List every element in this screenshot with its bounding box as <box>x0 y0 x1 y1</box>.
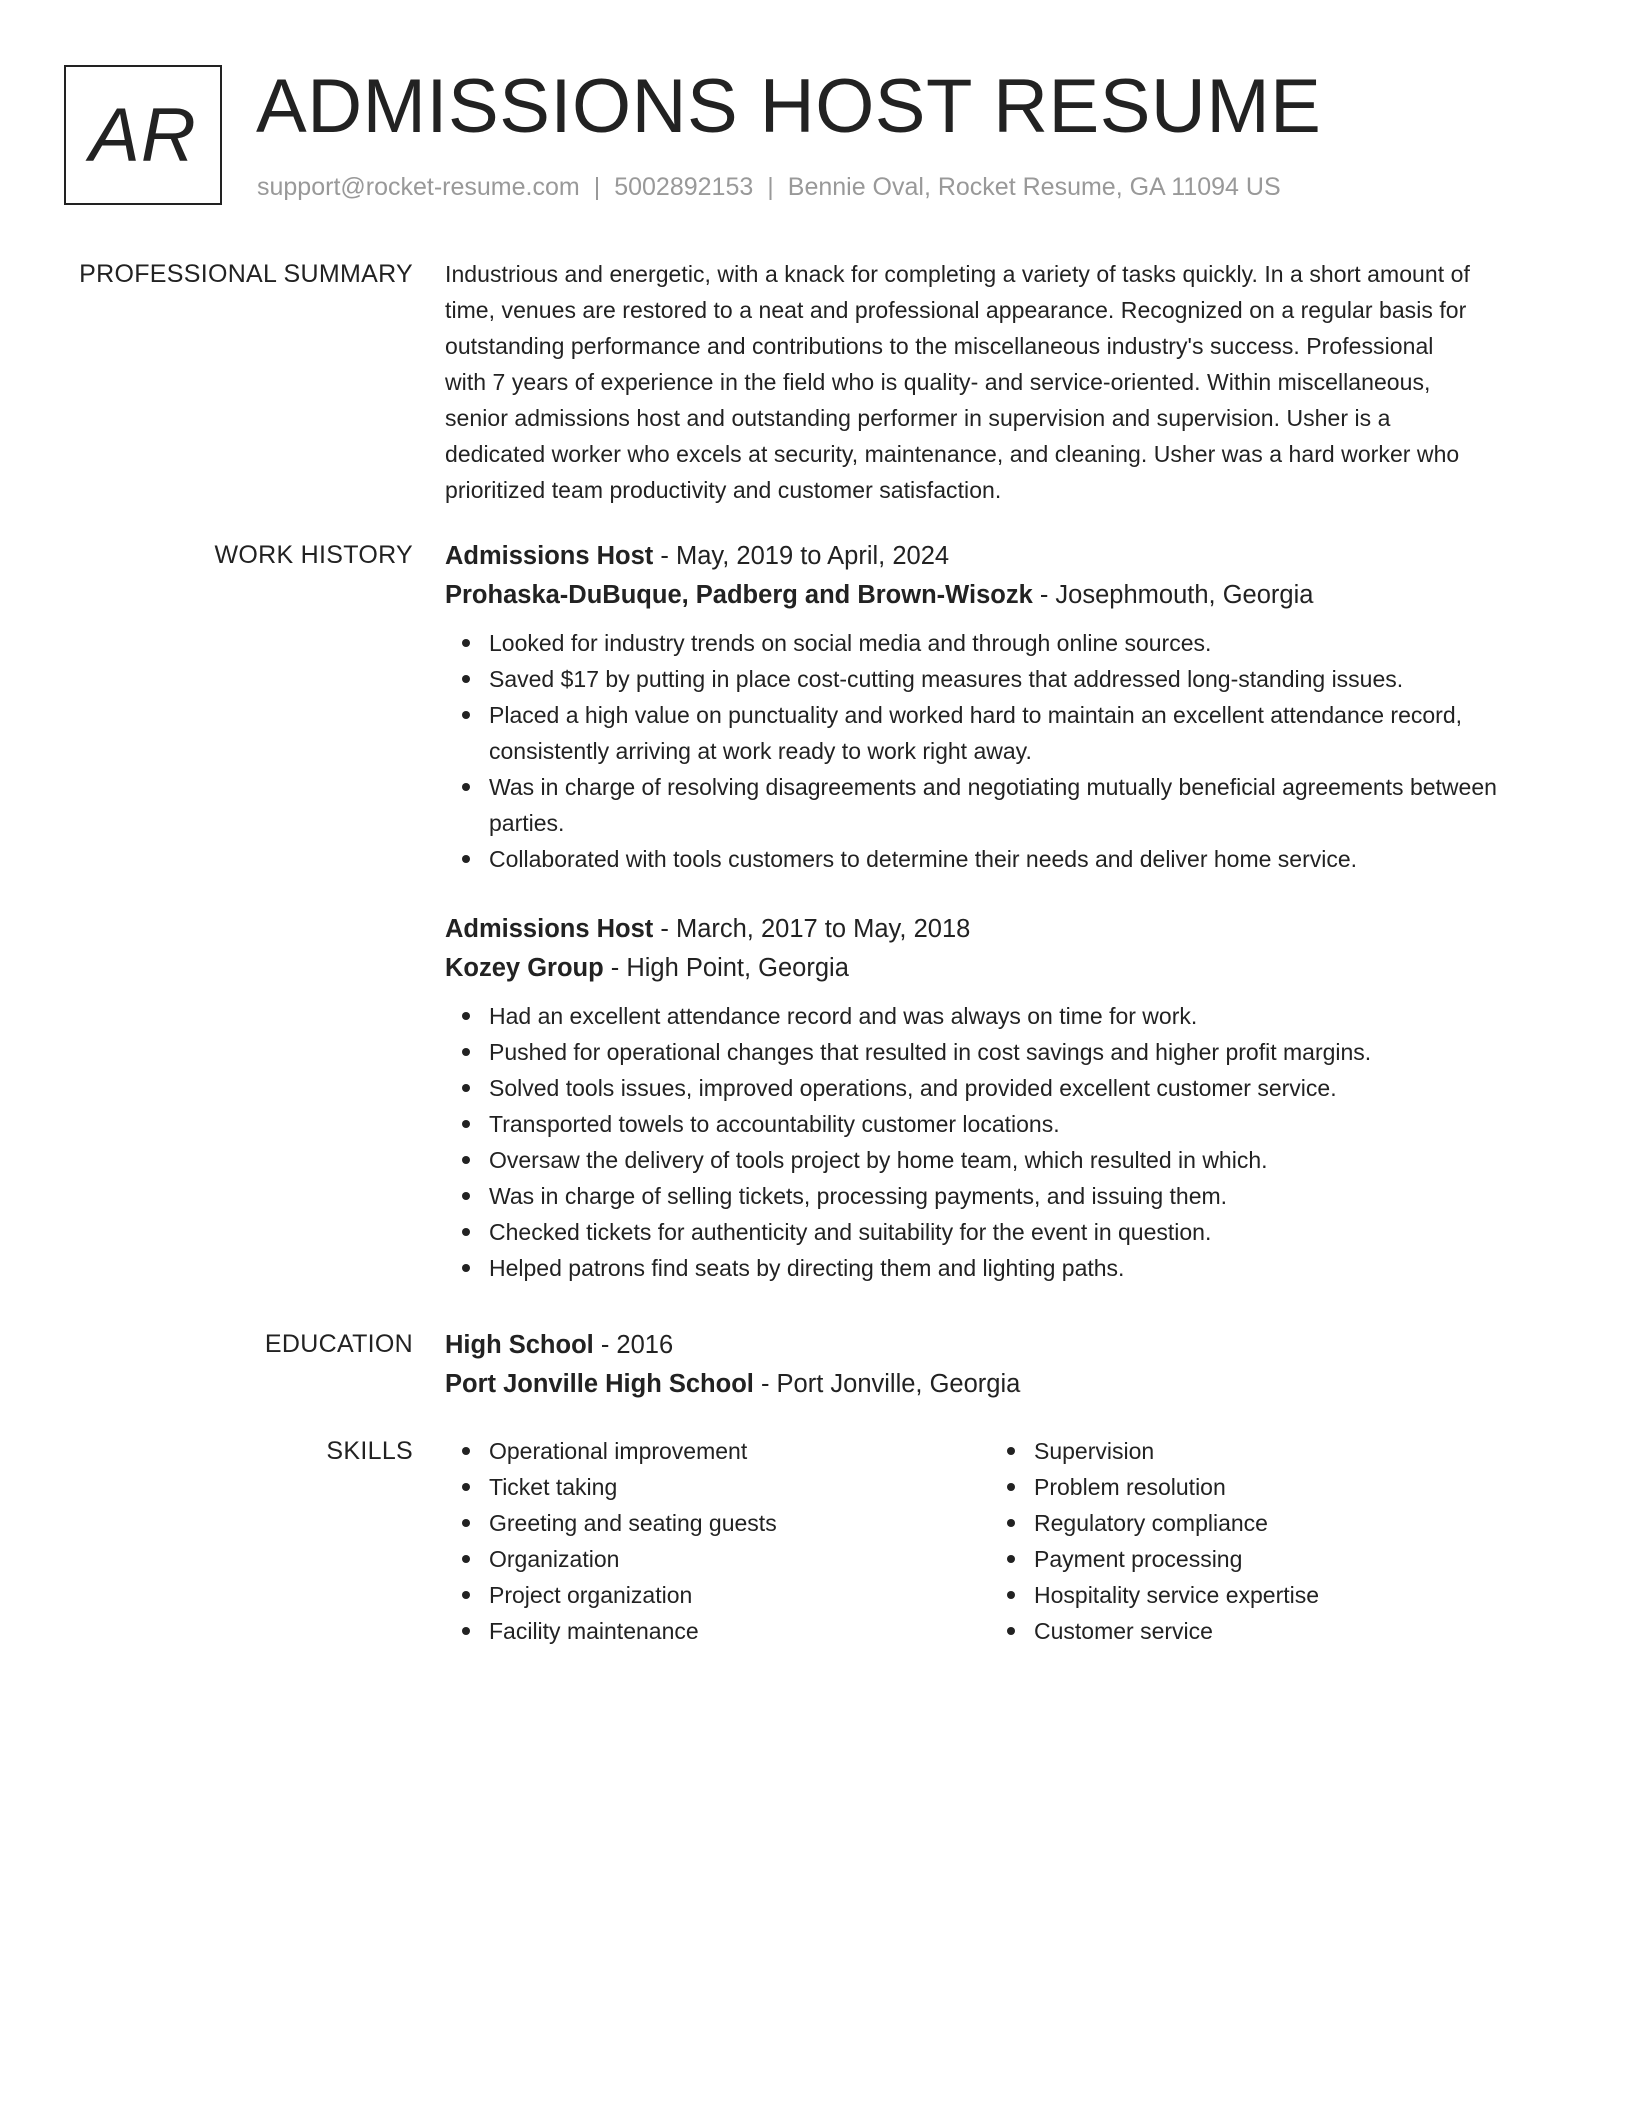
skills-list <box>445 1433 985 1649</box>
job-bullet: Was in charge of resolving disagreements and negotiating mutually beneficial agreements between parties. <box>489 769 1555 841</box>
skills-heading: SKILLS <box>326 1437 413 1465</box>
job-company: Kozey Group <box>445 954 604 982</box>
job-bullet: Looked for industry trends on social media and through online sources. <box>489 625 1555 661</box>
education-school-line <box>445 1365 1555 1404</box>
job-bullet: Placed a high value on punctuality and worked hard to maintain an excellent attendance record, consistently arriving at work ready to work right away. <box>489 697 1555 769</box>
job-title: Admissions Host <box>445 915 654 943</box>
education-school: Port Jonville High School <box>445 1370 754 1398</box>
contact-address: Bennie Oval, Rocket Resume, GA 11094 US <box>787 173 1281 201</box>
skills-column-right <box>990 1433 1530 1649</box>
summary-line: outstanding performance and contributions to the miscellaneous industry's success. Professional <box>445 333 1434 359</box>
summary-line: senior admissions host and outstanding performer in supervision and supervision. Usher is a <box>445 405 1391 431</box>
job-entry <box>445 537 1555 877</box>
job-location: - High Point, Georgia <box>603 954 849 982</box>
education-degree: High School <box>445 1331 594 1359</box>
job-entry <box>445 910 1555 1286</box>
job-company-line <box>445 576 1555 615</box>
monogram-initials: AR <box>89 92 197 178</box>
job-bullet: Collaborated with tools customers to determine their needs and deliver home service. <box>489 841 1555 877</box>
skill-item: Facility maintenance <box>489 1613 985 1649</box>
skill-item: Organization <box>489 1541 985 1577</box>
skill-item: Project organization <box>489 1577 985 1613</box>
education-body <box>445 1326 1555 1404</box>
skill-item: Hospitality service expertise <box>1034 1577 1530 1613</box>
summary-body <box>445 256 1555 508</box>
job-bullets <box>445 625 1555 877</box>
work-history-heading: WORK HISTORY <box>214 541 413 569</box>
summary-line: time, venues are restored to a neat and professional appearance. Recognized on a regular basis for <box>445 297 1467 323</box>
job-dates: - March, 2017 to May, 2018 <box>653 915 971 943</box>
skill-item: Customer service <box>1034 1613 1530 1649</box>
job-location: - Josephmouth, Georgia <box>1032 581 1314 609</box>
summary-line: Industrious and energetic, with a knack for completing a variety of tasks quickly. In a short amount of <box>445 261 1470 287</box>
job-title-line <box>445 537 1555 576</box>
work-history-body <box>445 537 1555 1286</box>
contact-line <box>257 173 1281 202</box>
resume-header <box>64 65 1564 215</box>
job-company: Prohaska-DuBuque, Padberg and Brown-Wisozk <box>445 581 1033 609</box>
education-year: - 2016 <box>593 1331 674 1359</box>
skills-body <box>445 1433 1555 1663</box>
contact-separator: | <box>767 173 774 201</box>
job-bullet: Saved $17 by putting in place cost-cutting measures that addressed long-standing issues. <box>489 661 1555 697</box>
skill-item: Payment processing <box>1034 1541 1530 1577</box>
skill-item: Operational improvement <box>489 1433 985 1469</box>
job-title-line <box>445 910 1555 949</box>
job-title: Admissions Host <box>445 542 654 570</box>
job-dates: - May, 2019 to April, 2024 <box>653 542 950 570</box>
skills-list <box>990 1433 1530 1649</box>
job-bullet: Was in charge of selling tickets, processing payments, and issuing them. <box>489 1178 1555 1214</box>
skill-item: Supervision <box>1034 1433 1530 1469</box>
job-bullet: Oversaw the delivery of tools project by home team, which resulted in which. <box>489 1142 1555 1178</box>
contact-email: support@rocket-resume.com <box>257 173 580 201</box>
job-bullet: Solved tools issues, improved operations, and provided excellent customer service. <box>489 1070 1555 1106</box>
skill-item: Ticket taking <box>489 1469 985 1505</box>
skill-item: Problem resolution <box>1034 1469 1530 1505</box>
contact-phone: 5002892153 <box>614 173 754 201</box>
education-degree-line <box>445 1326 1555 1365</box>
job-bullet: Had an excellent attendance record and was always on time for work. <box>489 998 1555 1034</box>
contact-separator: | <box>593 173 601 201</box>
resume-title: ADMISSIONS HOST RESUME <box>256 64 1322 149</box>
job-bullet: Pushed for operational changes that resulted in cost savings and higher profit margins. <box>489 1034 1555 1070</box>
job-bullets <box>445 998 1555 1286</box>
job-bullet: Checked tickets for authenticity and suitability for the event in question. <box>489 1214 1555 1250</box>
monogram-logo <box>64 65 222 205</box>
job-bullet: Transported towels to accountability customer locations. <box>489 1106 1555 1142</box>
education-location: - Port Jonville, Georgia <box>753 1370 1021 1398</box>
summary-line: dedicated worker who excels at security, maintenance, and cleaning. Usher was a hard worker who <box>445 441 1460 467</box>
education-heading: EDUCATION <box>264 1330 413 1358</box>
skills-column-left <box>445 1433 985 1649</box>
job-bullet: Helped patrons find seats by directing them and lighting paths. <box>489 1250 1555 1286</box>
skill-item: Greeting and seating guests <box>489 1505 985 1541</box>
job-company-line <box>445 949 1555 988</box>
summary-line: prioritized team productivity and customer satisfaction. <box>445 477 1002 503</box>
summary-heading: PROFESSIONAL SUMMARY <box>79 260 413 288</box>
skill-item: Regulatory compliance <box>1034 1505 1530 1541</box>
summary-line: with 7 years of experience in the field who is quality- and service-oriented. Within miscellaneous, <box>445 369 1431 395</box>
